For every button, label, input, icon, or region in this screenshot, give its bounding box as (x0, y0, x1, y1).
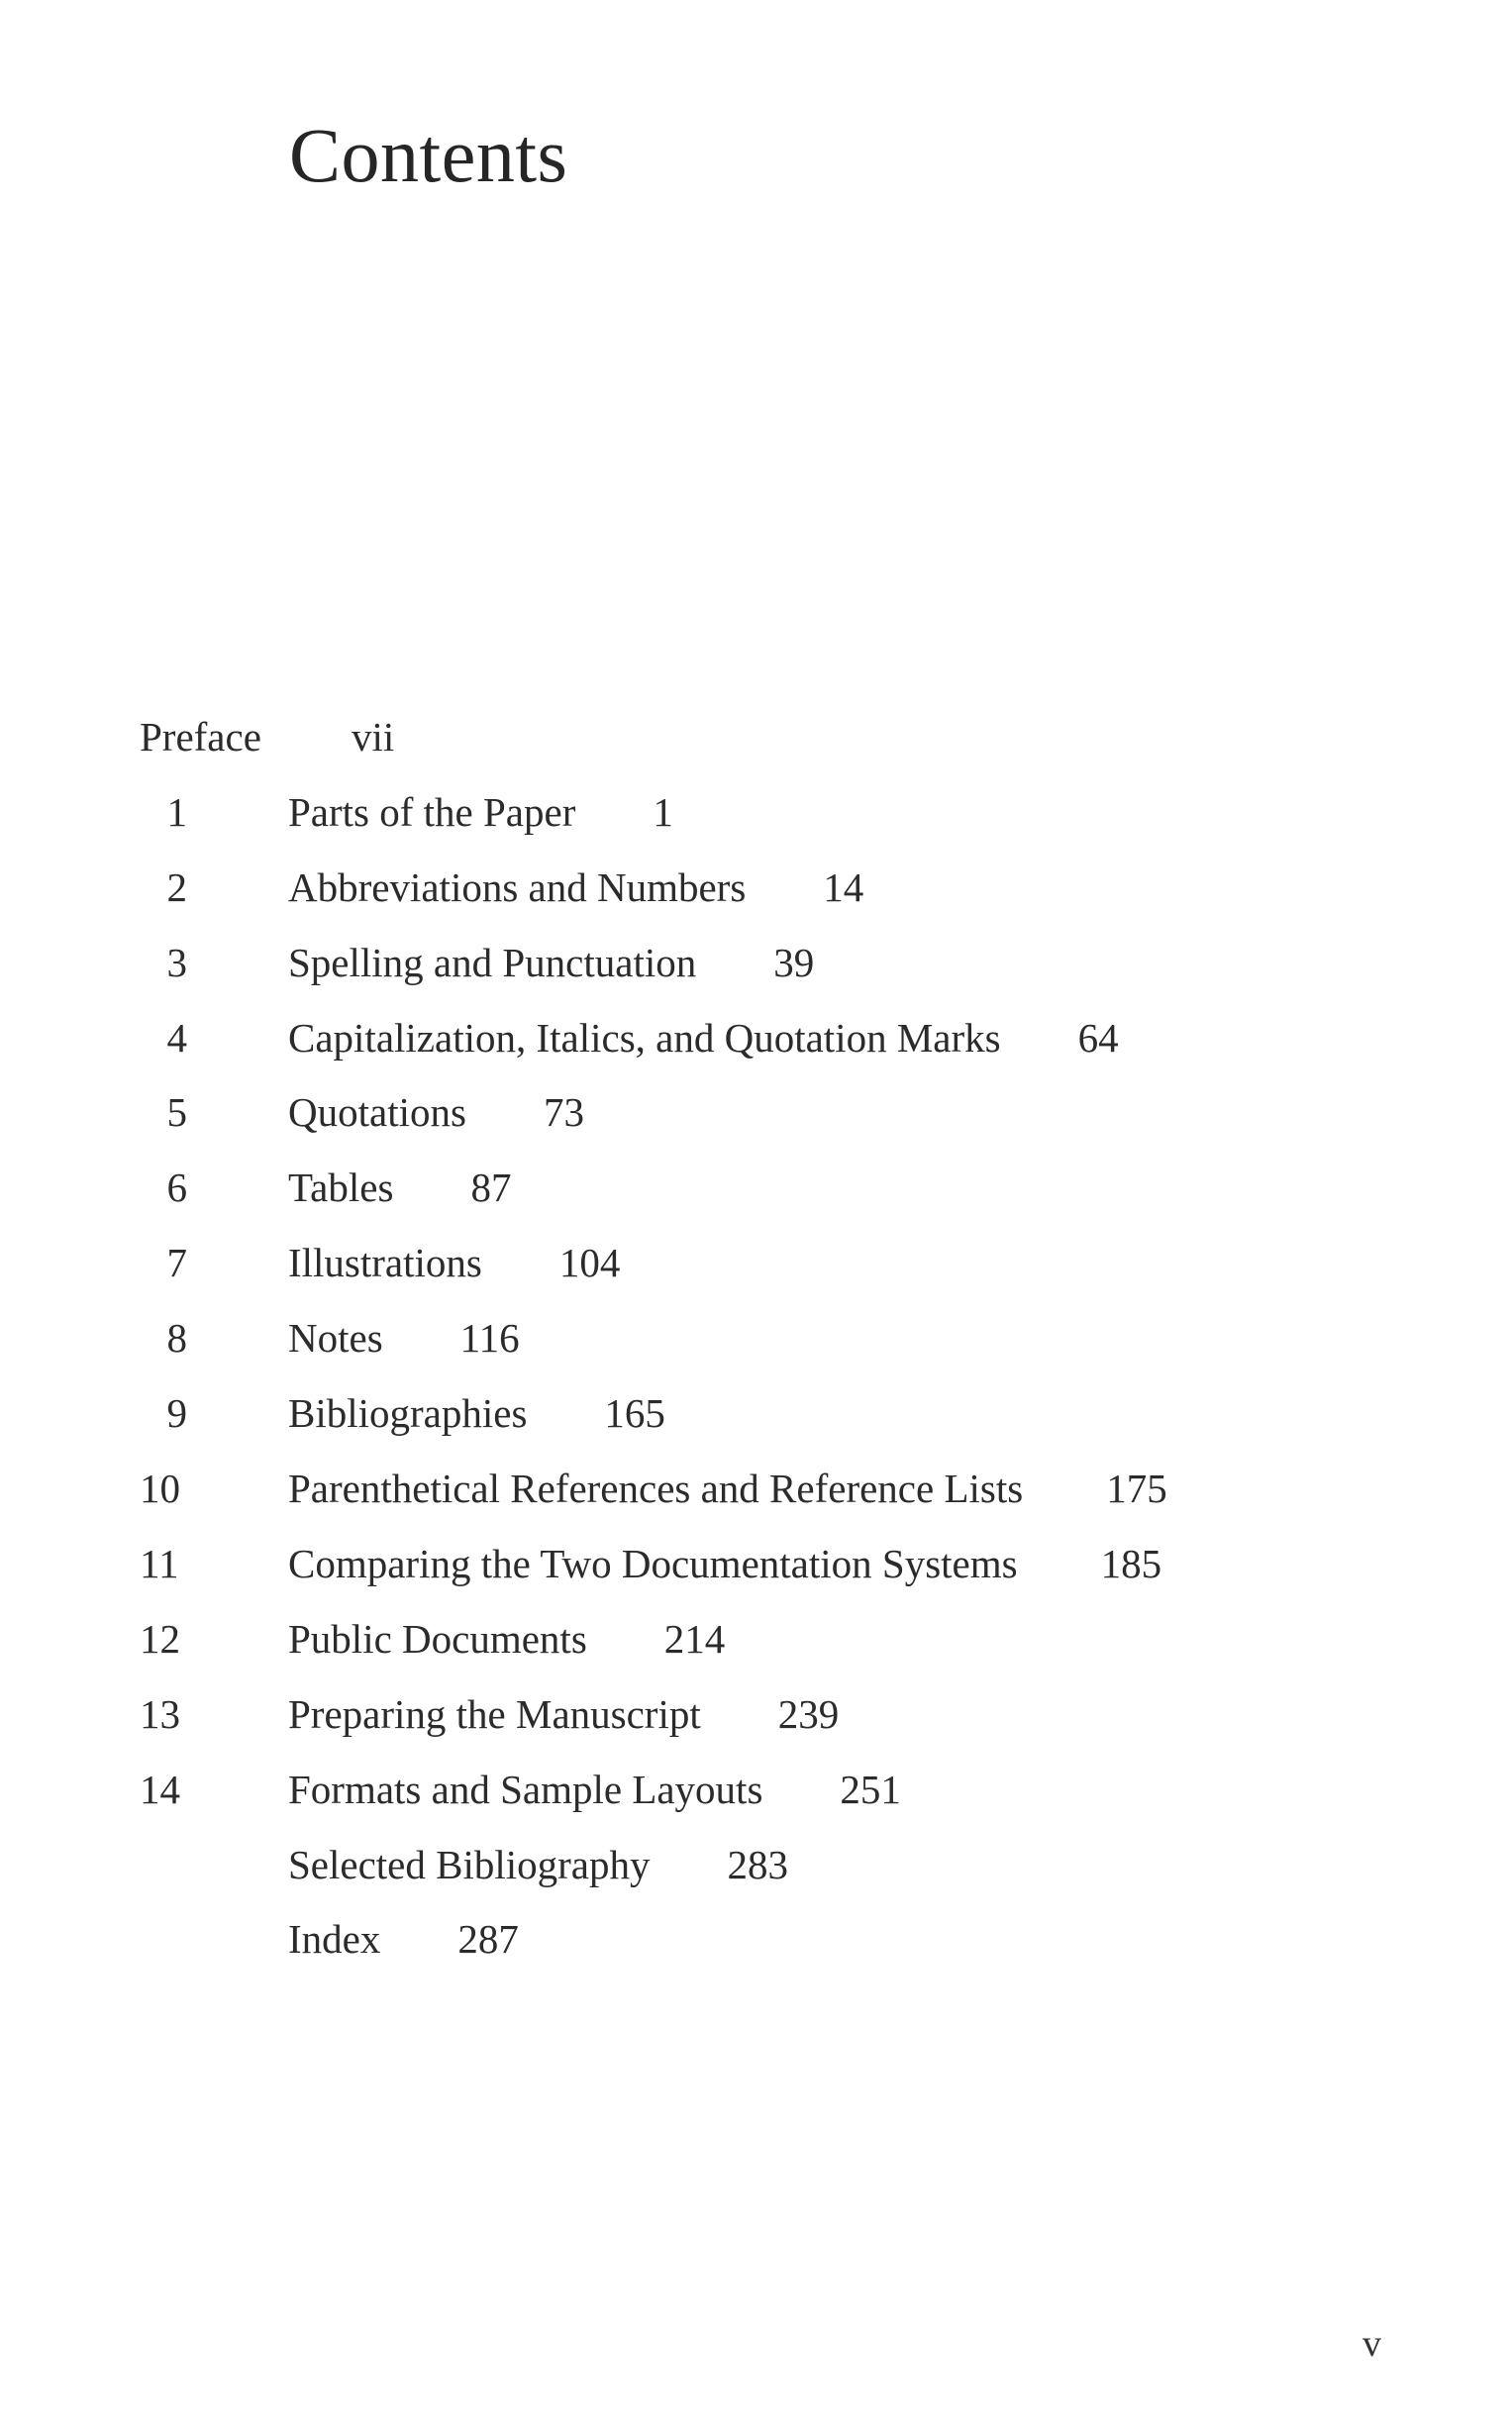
preface-label: Preface (140, 714, 261, 760)
chapter-page-number: 73 (543, 1089, 584, 1135)
chapter-title: Illustrations (288, 1240, 482, 1285)
chapter-title: Notes (288, 1315, 383, 1361)
chapter-page-number: 87 (470, 1165, 512, 1210)
chapter-page-number: 165 (604, 1390, 665, 1436)
chapter-number: 7 (166, 1240, 187, 1285)
chapter-number: 11 (140, 1541, 179, 1586)
chapter-number: 3 (166, 940, 187, 985)
toc-entry-selected-bibliography[interactable] (0, 1835, 1386, 1894)
chapter-page-number: 175 (1106, 1466, 1167, 1511)
toc-entry-chapter-4[interactable] (0, 1008, 1386, 1067)
chapter-number: 12 (140, 1616, 180, 1662)
chapter-number: 4 (166, 1015, 187, 1061)
chapter-page-number: 14 (823, 864, 864, 910)
toc-entry-chapter-10[interactable] (0, 1459, 1386, 1518)
chapter-page-number: 239 (777, 1691, 840, 1737)
chapter-number: 5 (166, 1089, 187, 1135)
chapter-title: Quotations (288, 1089, 466, 1135)
chapter-title: Parenthetical References and Reference Lists (288, 1466, 1024, 1511)
toc-entry-chapter-14[interactable] (0, 1760, 1386, 1819)
back-matter-title: Selected Bibliography (288, 1842, 651, 1887)
chapter-title: Comparing the Two Documentation Systems (288, 1541, 1018, 1586)
chapter-number: 10 (140, 1466, 180, 1511)
back-matter-title: Index (288, 1916, 381, 1962)
chapter-title: Parts of the Paper (288, 789, 576, 835)
toc-entry-chapter-8[interactable] (0, 1308, 1386, 1368)
toc-entry-chapter-6[interactable] (0, 1158, 1386, 1217)
chapter-title: Public Documents (288, 1616, 587, 1662)
toc-entry-chapter-3[interactable] (0, 933, 1386, 992)
toc-entry-chapter-7[interactable] (0, 1233, 1386, 1292)
back-matter-page-number: 283 (727, 1842, 788, 1887)
chapter-title: Tables (288, 1165, 394, 1210)
toc-entry-index[interactable] (0, 1909, 1386, 1969)
preface-page-number: vii (352, 714, 395, 760)
toc-entry-chapter-2[interactable] (0, 858, 1386, 917)
chapter-page-number: 1 (653, 789, 673, 835)
chapter-page-number: 64 (1077, 1015, 1119, 1061)
chapter-title: Abbreviations and Numbers (288, 864, 747, 910)
toc-entry-chapter-9[interactable] (0, 1383, 1386, 1443)
chapter-number: 1 (166, 789, 187, 835)
toc-entry-chapter-13[interactable] (0, 1684, 1386, 1744)
chapter-title: Bibliographies (288, 1390, 528, 1436)
back-matter-page-number: 287 (457, 1916, 519, 1962)
chapter-page-number: 39 (773, 940, 815, 985)
chapter-page-number: 116 (459, 1315, 520, 1361)
chapter-number: 8 (166, 1315, 187, 1361)
chapter-page-number: 104 (558, 1240, 621, 1285)
chapter-title: Formats and Sample Layouts (288, 1767, 763, 1812)
toc-entry-chapter-12[interactable] (0, 1609, 1386, 1669)
toc-entry-preface[interactable] (0, 707, 1386, 766)
chapter-page-number: 251 (840, 1767, 901, 1812)
chapter-page-number: 214 (663, 1616, 726, 1662)
chapter-number: 13 (140, 1691, 180, 1737)
chapter-title: Preparing the Manuscript (288, 1691, 701, 1737)
toc-entry-chapter-1[interactable] (0, 782, 1386, 842)
chapter-number: 6 (166, 1165, 187, 1210)
chapter-page-number: 185 (1100, 1541, 1162, 1586)
chapter-number: 14 (140, 1767, 180, 1812)
page-folio: v (1362, 2323, 1381, 2365)
chapter-title: Spelling and Punctuation (288, 940, 697, 985)
page-title: Contents (289, 112, 568, 198)
chapter-number: 2 (166, 864, 187, 910)
toc-entry-chapter-11[interactable] (0, 1534, 1386, 1593)
chapter-title: Capitalization, Italics, and Quotation Marks (288, 1015, 1001, 1061)
toc-entry-chapter-5[interactable] (0, 1082, 1386, 1142)
chapter-number: 9 (166, 1390, 187, 1436)
